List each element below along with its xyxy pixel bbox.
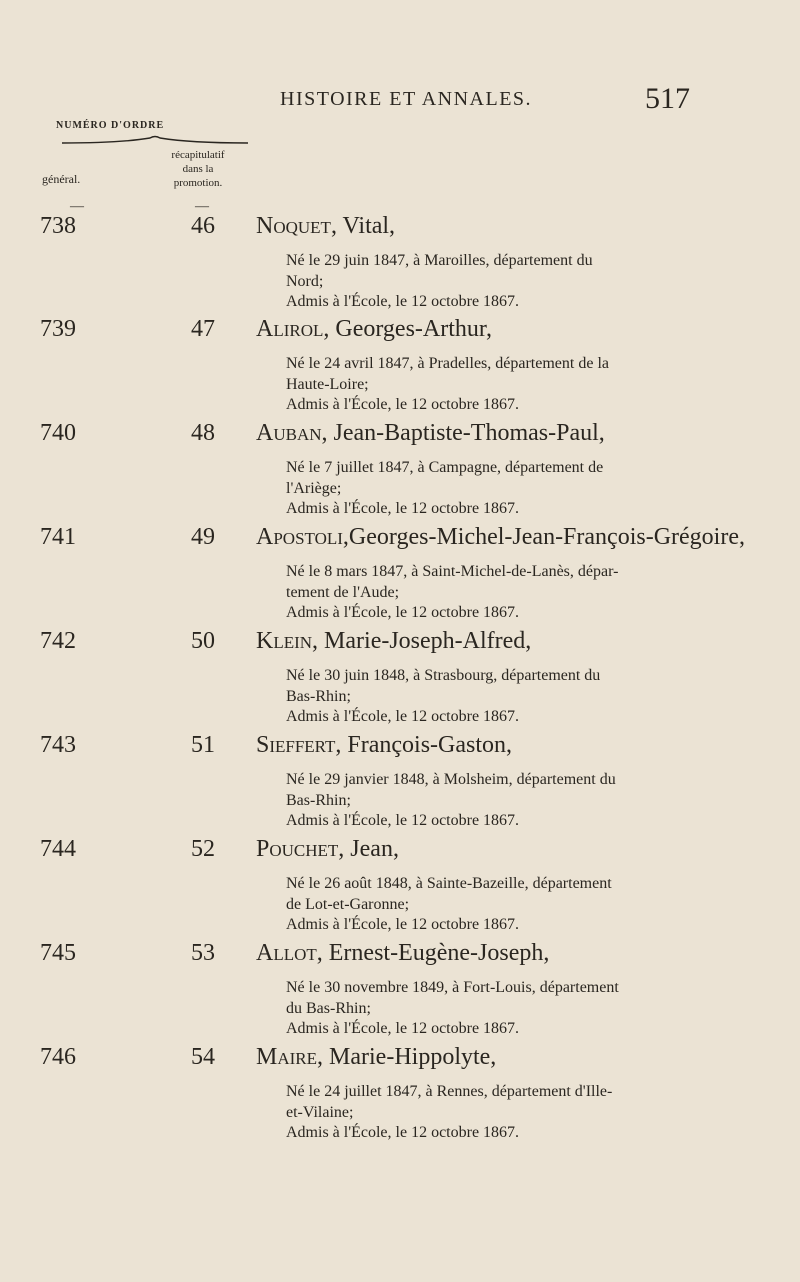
recap-number: 48	[191, 420, 215, 446]
page-number: 517	[645, 82, 690, 115]
birth-details	[286, 561, 721, 603]
surname: Klein	[256, 628, 313, 654]
surname: Sieffert	[256, 732, 336, 758]
birth-line-1: Né le 29 juin 1847, à Maroilles, département du	[286, 252, 593, 269]
general-number: 745	[40, 940, 76, 966]
birth-details	[286, 1081, 721, 1123]
given-names: , Marie-Joseph-Alfred,	[312, 628, 532, 654]
birth-line-1: Né le 29 janvier 1848, à Molsheim, département du	[286, 771, 616, 788]
surname: Noquet	[256, 213, 331, 239]
birth-line-1: Né le 30 juin 1848, à Strasbourg, département du	[286, 667, 601, 684]
person-name	[256, 940, 549, 967]
recap-line-2: dans la	[182, 163, 214, 175]
admission-line: Admis à l'École, le 12 octobre 1867.	[286, 708, 520, 725]
birth-line-1: Né le 30 novembre 1849, à Fort-Louis, département	[286, 979, 619, 996]
recap-number: 52	[191, 836, 215, 862]
given-names: , Marie-Hippolyte,	[317, 1044, 497, 1070]
recap-number: 54	[191, 1044, 215, 1070]
general-number: 740	[40, 420, 76, 446]
recap-line-3: promotion.	[173, 177, 223, 189]
birth-line-2: Haute-Loire;	[286, 376, 369, 393]
general-number: 742	[40, 628, 76, 654]
birth-details	[286, 665, 721, 707]
general-number: 738	[40, 213, 76, 239]
birth-details	[286, 977, 721, 1019]
general-number: 739	[40, 316, 76, 342]
birth-line-1: Né le 24 juillet 1847, à Rennes, département d'Ille-	[286, 1083, 613, 1100]
surname: Maire	[256, 1044, 318, 1070]
person-name	[256, 420, 605, 447]
admission-line: Admis à l'École, le 12 octobre 1867.	[286, 812, 520, 829]
given-names: , Georges-Arthur,	[323, 316, 492, 342]
general-number: 744	[40, 836, 76, 862]
general-dash: —	[70, 199, 84, 214]
numero-heading: NUMÉRO D'ORDRE	[56, 120, 165, 131]
general-number: 741	[40, 524, 76, 550]
person-name	[256, 628, 531, 655]
admission-line: Admis à l'École, le 12 octobre 1867.	[286, 604, 520, 621]
admission-line: Admis à l'École, le 12 octobre 1867.	[286, 293, 520, 310]
given-names: , Ernest-Eugène-Joseph,	[316, 940, 550, 966]
birth-line-1: Né le 7 juillet 1847, à Campagne, département de	[286, 459, 604, 476]
birth-line-1: Né le 8 mars 1847, à Saint-Michel-de-Lanès, dépar-	[286, 563, 619, 580]
surname: Auban	[256, 420, 322, 446]
surname: Allot	[256, 940, 317, 966]
person-name	[256, 1044, 496, 1071]
admission-line: Admis à l'École, le 12 octobre 1867.	[286, 396, 520, 413]
admission-line: Admis à l'École, le 12 octobre 1867.	[286, 500, 520, 517]
person-name	[256, 836, 399, 863]
recap-number: 47	[191, 316, 215, 342]
given-names: ,Georges-Michel-Jean-François-Grégoire,	[342, 524, 745, 550]
admission-line: Admis à l'École, le 12 octobre 1867.	[286, 1124, 520, 1141]
birth-details	[286, 353, 721, 395]
given-names: , Vital,	[330, 213, 396, 239]
birth-line-1: Né le 24 avril 1847, à Pradelles, département de la	[286, 355, 609, 372]
person-name	[256, 316, 492, 343]
birth-line-2: l'Ariège;	[286, 480, 342, 497]
admission-line: Admis à l'École, le 12 octobre 1867.	[286, 1020, 520, 1037]
recap-heading	[138, 148, 258, 190]
given-names: , Jean-Baptiste-Thomas-Paul,	[321, 420, 605, 446]
general-heading: général.	[42, 172, 81, 186]
admission-line: Admis à l'École, le 12 octobre 1867.	[286, 916, 520, 933]
birth-details	[286, 457, 721, 499]
recap-line-1: récapitulatif	[171, 149, 225, 161]
given-names: , Jean,	[338, 836, 399, 862]
recap-number: 46	[191, 213, 215, 239]
birth-line-2: Bas-Rhin;	[286, 688, 351, 705]
birth-line-2: et-Vilaine;	[286, 1104, 354, 1121]
recap-dash: —	[195, 199, 209, 214]
birth-details	[286, 873, 721, 915]
person-name	[256, 732, 512, 759]
recap-number: 50	[191, 628, 215, 654]
birth-line-2: de Lot-et-Garonne;	[286, 896, 410, 913]
birth-line-2: Bas-Rhin;	[286, 792, 351, 809]
birth-details	[286, 769, 721, 811]
brace-icon	[60, 134, 250, 144]
birth-line-2: tement de l'Aude;	[286, 584, 400, 601]
surname: Pouchet	[256, 836, 339, 862]
birth-details	[286, 250, 721, 292]
recap-number: 53	[191, 940, 215, 966]
surname: Alirol	[256, 316, 324, 342]
person-name	[256, 524, 745, 551]
given-names: , François-Gaston,	[335, 732, 513, 758]
page-title: HISTOIRE ET ANNALES.	[280, 88, 533, 110]
recap-number: 49	[191, 524, 215, 550]
birth-line-1: Né le 26 août 1848, à Sainte-Bazeille, département	[286, 875, 612, 892]
general-number: 743	[40, 732, 76, 758]
surname: Apostoli	[256, 524, 343, 550]
recap-number: 51	[191, 732, 215, 758]
birth-line-2: du Bas-Rhin;	[286, 1000, 371, 1017]
general-number: 746	[40, 1044, 76, 1070]
birth-line-2: Nord;	[286, 273, 324, 290]
person-name	[256, 213, 395, 240]
